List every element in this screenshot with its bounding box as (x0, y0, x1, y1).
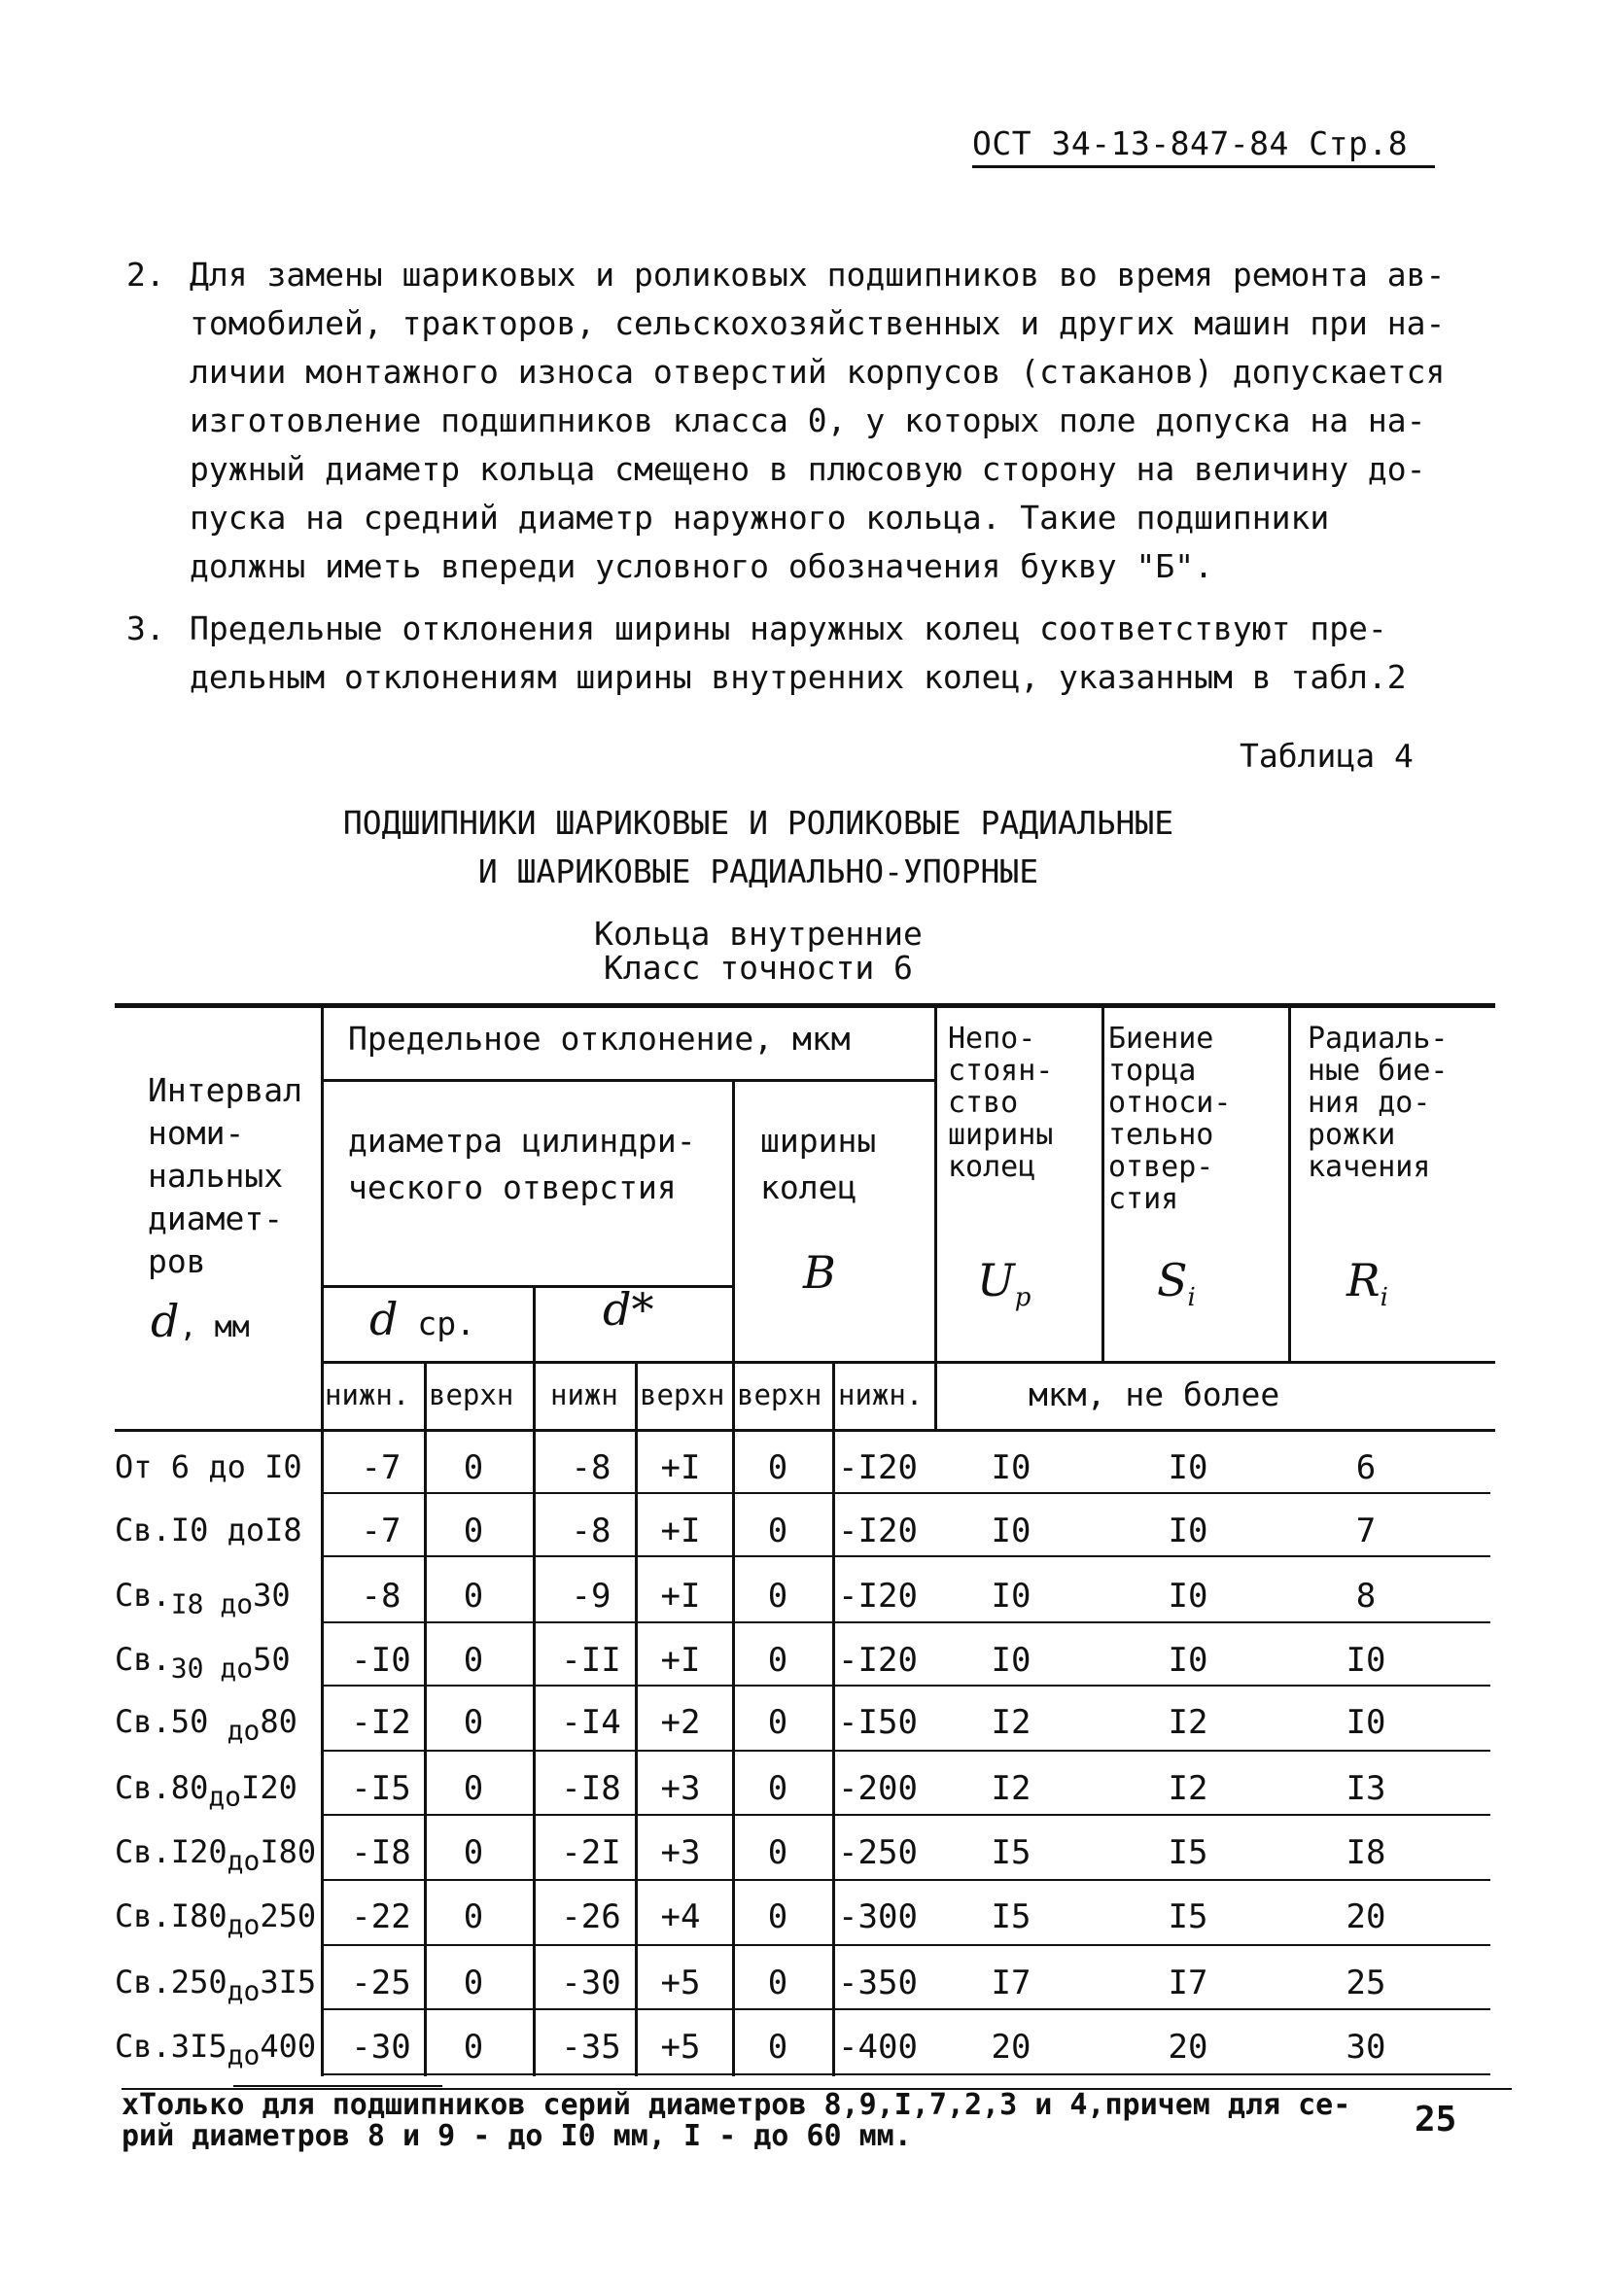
table-subtitle-line: Класс точности 6 (604, 949, 913, 987)
table-cell: I5 (991, 1897, 1031, 1936)
row-interval-part: 3I5 (260, 1964, 317, 2000)
table-cell: -I5 (351, 1769, 411, 1808)
header-text: колец (760, 1168, 857, 1206)
header-text: ные бие- (1308, 1054, 1449, 1088)
paragraph-3 (126, 605, 1507, 702)
table-cell: +3 (660, 1769, 701, 1808)
table-cell: I5 (1168, 1897, 1208, 1936)
table-cell: -350 (838, 1964, 918, 2002)
footnote-line: хТолько для подшипников серий диаметров 8,9,I,7,2,3 и 4,причем для се- (122, 2088, 1351, 2122)
paragraph-line: ружный диаметр кольца смещено в плюсовую сторону на величину до- (190, 450, 1426, 488)
table-cell: 0 (463, 1577, 484, 1616)
table-cell: 20 (991, 2028, 1031, 2067)
paragraph-line: дельным отклонениям ширины внутренних колец, указанным в табл.2 (190, 658, 1407, 696)
table-cell: I0 (1346, 1641, 1386, 1680)
table-cell: I0 (1168, 1512, 1208, 1550)
table-cell: I0 (991, 1577, 1031, 1616)
header-d-avg (369, 1293, 475, 1345)
table-cell: 0 (767, 2028, 788, 2067)
col-radial-header (1308, 1023, 1449, 1183)
col-interval-header (148, 1069, 302, 1283)
table-cell: 0 (767, 1964, 788, 2002)
grid-line (324, 2073, 1490, 2075)
header-text: Интервал (148, 1071, 302, 1109)
row-interval-part: 50 (253, 1641, 291, 1678)
symbol-U (977, 1254, 1031, 1312)
header-text: ширины (760, 1122, 877, 1160)
minmax-label: нижн. (838, 1378, 924, 1411)
header-text: номи- (148, 1114, 245, 1152)
row-interval-label (115, 1641, 291, 1684)
symbol-B: B (803, 1246, 836, 1299)
grid-line (321, 1007, 324, 2076)
header-text: ширины (948, 1118, 1054, 1152)
footnote-line: рий диаметров 8 и 9 - до I0 мм, I - до 60 мм. (122, 2119, 912, 2153)
table-cell: -300 (838, 1897, 918, 1936)
row-interval-label (115, 1897, 316, 1940)
symbol-d: d (151, 1295, 180, 1347)
header-text: относи- (1108, 1086, 1232, 1120)
table-cell: 0 (463, 1897, 484, 1936)
row-interval-part: I20 (241, 1769, 297, 1806)
table-cell: I2 (991, 1703, 1031, 1742)
paragraph-line: томобилей, тракторов, сельскохозяйственных и других машин при на- (190, 304, 1446, 342)
page-number: 25 (1415, 2100, 1457, 2139)
row-interval-label (115, 1964, 316, 2006)
row-interval-part: Св.50 (115, 1703, 227, 1740)
table-cell: I0 (1168, 1448, 1208, 1487)
table-cell: 6 (1355, 1448, 1377, 1487)
table-cell: 30 (1346, 2028, 1386, 2067)
row-interval-label (115, 1577, 291, 1619)
header-text: торца (1108, 1054, 1197, 1088)
table-cell: -2I (561, 1833, 621, 1872)
group-deviation-header: Предельное отклонение, мкм (348, 1020, 851, 1058)
table-cell: 0 (463, 1512, 484, 1550)
grid-line (1101, 1007, 1104, 1361)
minmax-label: верхн (640, 1378, 725, 1411)
header-text: ров (148, 1242, 206, 1280)
grid-line (324, 1361, 1495, 1364)
table-cell: I2 (1168, 1703, 1208, 1742)
paragraph-number: 2. (126, 256, 165, 294)
table-cell: 20 (1168, 2028, 1208, 2067)
grid-line (324, 2008, 1490, 2010)
row-interval-part: Св.80 (115, 1769, 209, 1806)
row-interval-label (115, 1769, 297, 1812)
symbol-letter: U (977, 1254, 1015, 1306)
table-cell: -I20 (838, 1641, 918, 1680)
table-cell: -7 (361, 1448, 402, 1487)
header-text: Радиаль- (1308, 1022, 1449, 1056)
minmax-label: верхн (737, 1378, 822, 1411)
table-cell: -250 (838, 1833, 918, 1872)
table-cell: 0 (767, 1512, 788, 1550)
table-cell: 20 (1346, 1897, 1386, 1936)
paragraph-number: 3. (126, 609, 165, 647)
header-text: нальных (148, 1157, 284, 1195)
row-interval-part: Св. (115, 1577, 171, 1614)
table-cell: 25 (1346, 1964, 1386, 2002)
table-cell: -30 (351, 2028, 411, 2067)
table-cell: 0 (767, 1897, 788, 1936)
grid-line (934, 1007, 937, 1429)
header-text: ство (948, 1086, 1019, 1120)
table-cell: -8 (361, 1577, 402, 1616)
table-subtitle (0, 917, 1517, 985)
document-reference: ОСТ 34-13-847-84 Стр.8 (972, 124, 1409, 162)
table-cell: -26 (561, 1897, 621, 1936)
symbol-subscript: p (1014, 1283, 1031, 1313)
table-cell: 7 (1355, 1512, 1377, 1550)
table-cell: +I (660, 1641, 701, 1680)
row-interval-label (115, 1512, 302, 1554)
table-cell: -400 (838, 2028, 918, 2067)
grid-line (324, 1814, 1490, 1816)
symbol-letter: R (1346, 1254, 1381, 1306)
sub-width-header (760, 1118, 876, 1211)
col-runout-header (1108, 1023, 1231, 1215)
table-label: Таблица 4 (1240, 737, 1414, 775)
paragraph-line: изготовление подшипников класса 0, у которых поле допуска на на- (190, 401, 1426, 439)
header-text: Биение (1108, 1022, 1214, 1056)
table-cell: -I20 (838, 1577, 918, 1616)
paragraph-line: личии монтажного износа отверстий корпусов (стаканов) допускается (190, 353, 1446, 391)
table-cell: I0 (991, 1641, 1031, 1680)
grid-line (324, 1285, 732, 1288)
table-cell: -I8 (351, 1833, 411, 1872)
table-cell: -200 (838, 1769, 918, 1808)
grid-line (324, 1079, 934, 1082)
row-interval-part: до (208, 1780, 242, 1813)
minmax-label: нижн. (325, 1378, 410, 1411)
table-cell: -7 (361, 1512, 402, 1550)
header-text: ср. (398, 1305, 475, 1342)
table-cell: -II (561, 1641, 621, 1680)
paragraph-line: должны иметь впереди условного обозначения букву "Б". (190, 547, 1213, 585)
table-cell: 0 (463, 1769, 484, 1808)
header-text: стия (1108, 1182, 1179, 1216)
table-cell: 0 (767, 1448, 788, 1487)
row-interval-part: 250 (260, 1897, 317, 1934)
header-text: ческого отверстия (348, 1168, 677, 1206)
table-cell: +2 (660, 1703, 701, 1742)
row-interval-part: Св.250 (115, 1964, 227, 2000)
table-cell: I2 (1168, 1769, 1208, 1808)
table-cell: 0 (767, 1577, 788, 1616)
sub-diameter-header (348, 1118, 696, 1211)
table-cell: -I8 (561, 1769, 621, 1808)
table-cell: -I20 (838, 1448, 918, 1487)
header-text: Непо- (948, 1022, 1036, 1056)
table-cell: -8 (571, 1512, 612, 1550)
table-cell: -I4 (561, 1703, 621, 1742)
table-cell: I0 (1168, 1577, 1208, 1616)
table-cell: +4 (660, 1897, 701, 1936)
row-interval-part: Св.I80 (115, 1897, 227, 1934)
table-cell: I0 (1346, 1703, 1386, 1742)
table-cell: -I2 (351, 1703, 411, 1742)
grid-line (233, 2085, 442, 2087)
row-interval-part: до (227, 2038, 261, 2071)
grid-line (324, 1879, 1490, 1881)
grid-line (324, 1555, 1490, 1557)
grid-line (324, 1621, 1490, 1623)
unit-note: мкм, не более (1029, 1375, 1280, 1413)
table-cell: -I20 (838, 1512, 918, 1550)
table-cell: -22 (351, 1897, 411, 1936)
table-cell: 0 (463, 1833, 484, 1872)
table-title-line: ПОДШИПНИКИ ШАРИКОВЫЕ И РОЛИКОВЫЕ РАДИАЛЬНЫЕ (342, 804, 1174, 842)
table-cell: I8 (1346, 1833, 1386, 1872)
paragraph-line: Для замены шариковых и роликовых подшипников во время ремонта ав- (190, 256, 1446, 294)
table-cell: +5 (660, 2028, 701, 2067)
grid-line (324, 1492, 1490, 1494)
row-interval-part: 30 до (170, 1652, 254, 1685)
table-cell: +I (660, 1577, 701, 1616)
minmax-label: верхн (429, 1378, 514, 1411)
row-interval-part: 30 (253, 1577, 291, 1614)
symbol-R (1346, 1254, 1388, 1312)
row-interval-label (115, 2028, 316, 2070)
symbol-S (1157, 1254, 1196, 1312)
paragraph-line: Предельные отклонения ширины наружных колец соответствуют пре- (190, 609, 1387, 647)
table-cell: I5 (991, 1833, 1031, 1872)
grid-line (1288, 1007, 1291, 1361)
table-cell: +I (660, 1512, 701, 1550)
header-text: диаметра цилиндри- (348, 1122, 696, 1160)
row-interval-part: до (227, 1974, 261, 2007)
header-text: тельно (1108, 1118, 1214, 1152)
row-interval-part: 400 (260, 2028, 317, 2065)
table-cell: 0 (463, 1448, 484, 1487)
table-cell: I0 (1168, 1641, 1208, 1680)
table-cell: I7 (991, 1964, 1031, 2002)
table-cell: 0 (463, 1703, 484, 1742)
minmax-label: нижн (550, 1378, 618, 1411)
table-cell: 0 (767, 1833, 788, 1872)
table-cell: I5 (1168, 1833, 1208, 1872)
table-cell: -8 (571, 1448, 612, 1487)
table-cell: -35 (561, 2028, 621, 2067)
header-text: диамет- (148, 1200, 284, 1237)
table-cell: 0 (463, 1641, 484, 1680)
row-interval-part: I80 (260, 1833, 317, 1870)
header-underline (972, 165, 1435, 168)
row-interval-part: Св. (115, 1641, 171, 1678)
table-cell: -25 (351, 1964, 411, 2002)
table-cell: 0 (767, 1703, 788, 1742)
row-interval-part: Св.I0 до (115, 1512, 265, 1548)
row-interval-part: до (227, 1844, 261, 1877)
symbol-d-star: d* (603, 1283, 654, 1336)
row-interval-part: Св.3I5 (115, 2028, 227, 2065)
table-title (0, 799, 1517, 896)
table-cell: 8 (1355, 1577, 1377, 1616)
symbol-d: d (369, 1293, 399, 1345)
symbol-subscript: i (1187, 1283, 1196, 1313)
header-text: ния до- (1308, 1086, 1431, 1120)
table-cell: +5 (660, 1964, 701, 2002)
row-interval-part: I8 до (170, 1587, 254, 1620)
row-interval-part: Св.I20 (115, 1833, 227, 1870)
row-interval-label (115, 1703, 297, 1746)
table-cell: I0 (991, 1512, 1031, 1550)
col-nonconst-header (948, 1023, 1053, 1183)
table-subtitle-line: Кольца внутренние (594, 915, 923, 953)
row-interval-part: 80 (260, 1703, 297, 1740)
header-text: отвер- (1108, 1150, 1214, 1184)
table-cell: I0 (991, 1448, 1031, 1487)
table-cell: -30 (561, 1964, 621, 2002)
table-cell: -I0 (351, 1641, 411, 1680)
grid-line (324, 1944, 1490, 1946)
header-text: рожки (1308, 1118, 1396, 1152)
header-text: качения (1308, 1150, 1431, 1184)
table-title-line: И ШАРИКОВЫЕ РАДИАЛЬНО-УПОРНЫЕ (477, 852, 1039, 890)
table-cell: 0 (767, 1769, 788, 1808)
table-cell: +3 (660, 1833, 701, 1872)
table-cell: +I (660, 1448, 701, 1487)
header-text: стоян- (948, 1054, 1054, 1088)
paragraph-2 (126, 251, 1507, 591)
symbol-subscript: i (1380, 1283, 1388, 1313)
paragraph-line: пуска на средний диаметр наружного кольца. Такие подшипники (190, 499, 1330, 537)
table-cell: 0 (463, 2028, 484, 2067)
row-interval-part: до (227, 1714, 261, 1747)
grid-line (324, 1750, 1490, 1752)
table-cell: 0 (463, 1964, 484, 2002)
table-cell: 0 (767, 1641, 788, 1680)
row-interval-part: От 6 до I0 (115, 1448, 302, 1485)
table-cell: I2 (991, 1769, 1031, 1808)
col-interval-unit (151, 1295, 250, 1347)
table-cell: I7 (1168, 1964, 1208, 2002)
unit-text: , мм (179, 1310, 250, 1344)
row-interval-part: до (227, 1908, 261, 1941)
row-interval-label (115, 1448, 302, 1491)
header-text: колец (948, 1150, 1036, 1184)
table-cell: -9 (571, 1577, 612, 1616)
grid-line (324, 1685, 1490, 1687)
table-cell: -I50 (838, 1703, 918, 1742)
row-interval-label (115, 1833, 316, 1876)
grid-line (533, 1285, 536, 2076)
table-cell: I3 (1346, 1769, 1386, 1808)
row-interval-part: I8 (264, 1512, 302, 1548)
symbol-letter: S (1157, 1254, 1188, 1306)
